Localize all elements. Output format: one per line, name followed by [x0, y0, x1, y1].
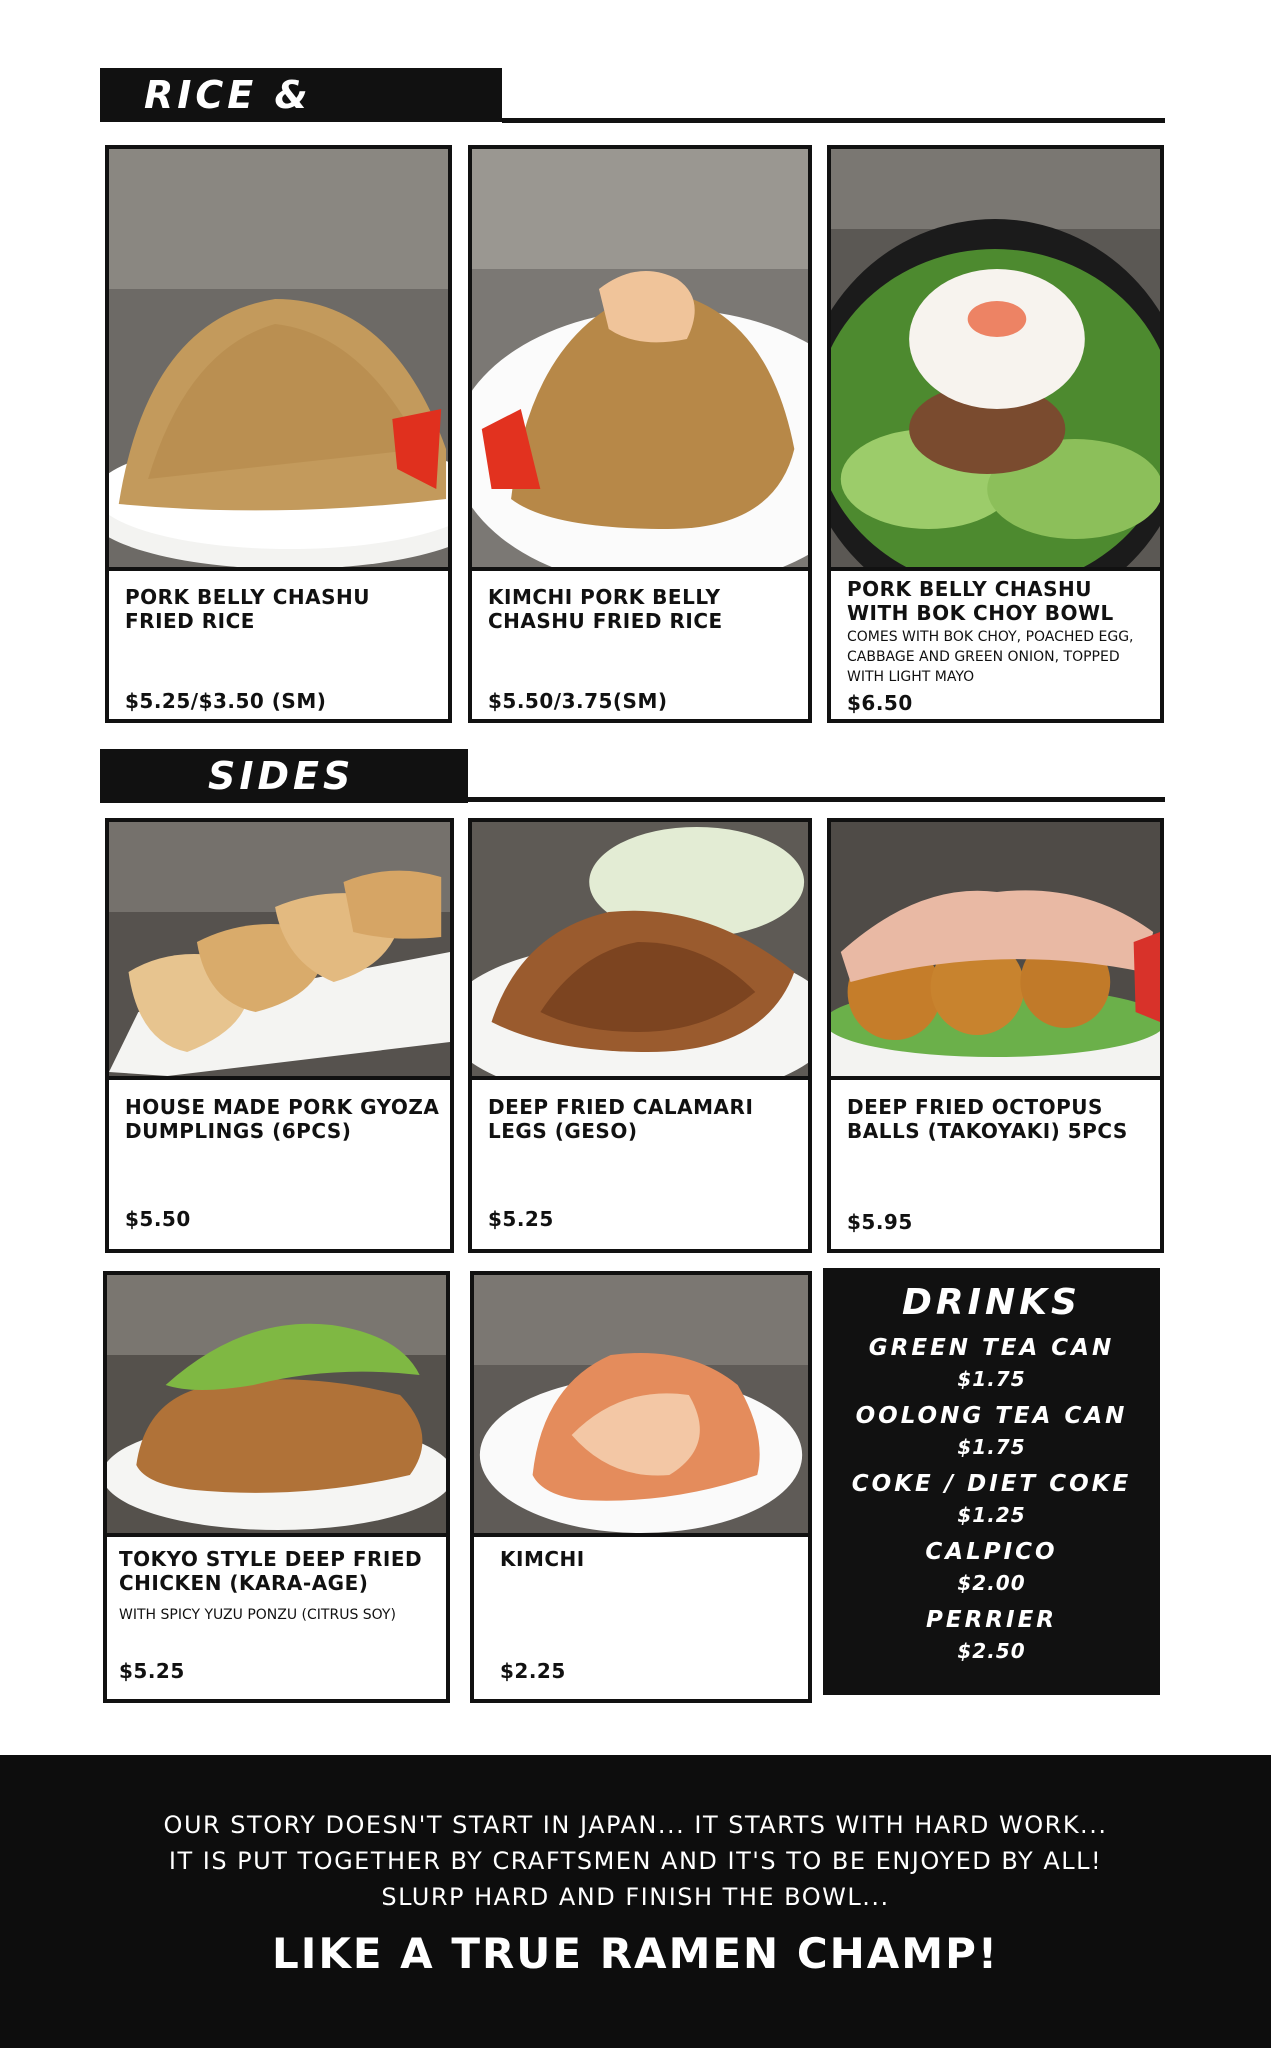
takoyaki-photo	[831, 822, 1160, 1080]
item-name: DEEP FRIED OCTOPUS BALLS (TAKOYAKI) 5PCS	[847, 1095, 1128, 1143]
drinks-title: DRINKS	[902, 1282, 1081, 1323]
footer-story-line: SLURP HARD AND FINISH THE BOWL...	[381, 1883, 890, 1911]
menu-item-kimchi	[470, 1271, 812, 1703]
sides-rule	[468, 797, 1165, 802]
sides-header	[100, 749, 1165, 803]
item-name: PORK BELLY CHASHU FRIED RICE	[125, 585, 371, 633]
drinks-panel	[823, 1268, 1160, 1695]
bok-choy-bowl-photo	[831, 149, 1160, 571]
item-price: $2.25	[500, 1659, 566, 1683]
menu-item-bok-choy-bowl	[827, 145, 1164, 723]
footer-tagline: LIKE A TRUE RAMEN CHAMP!	[271, 1929, 1000, 1978]
karaage-photo	[107, 1275, 446, 1537]
drink-name: GREEN TEA CAN	[868, 1335, 1115, 1361]
item-description: COMES WITH BOK CHOY, POACHED EGG, CABBAGE AND GREEN ONION, TOPPED WITH LIGHT MAYO	[847, 629, 1134, 685]
item-name: KIMCHI	[500, 1547, 585, 1571]
rice-bowls-header	[100, 68, 1165, 122]
sides-title: SIDES	[100, 749, 468, 803]
item-description: WITH SPICY YUZU PONZU (CITRUS SOY)	[119, 1607, 396, 1623]
menu-item-calamari	[468, 818, 812, 1253]
item-price: $6.50	[847, 691, 913, 715]
drink-name: COKE / DIET COKE	[851, 1471, 1132, 1497]
drink-item	[823, 1403, 1160, 1459]
item-price: $5.50	[125, 1207, 191, 1231]
drink-item	[823, 1471, 1160, 1527]
drink-price: $2.50	[957, 1639, 1026, 1663]
item-price: $5.25/$3.50 (SM)	[125, 689, 327, 713]
calamari-photo	[472, 822, 808, 1080]
item-name: KIMCHI PORK BELLY CHASHU FRIED RICE	[488, 585, 723, 633]
kimchi-photo	[474, 1275, 808, 1537]
menu-item-takoyaki	[827, 818, 1164, 1253]
drink-price: $1.75	[957, 1367, 1026, 1391]
item-price: $5.50/3.75(SM)	[488, 689, 668, 713]
footer-story-line: IT IS PUT TOGETHER BY CRAFTSMEN AND IT'S TO BE ENJOYED BY ALL!	[168, 1847, 1103, 1875]
drink-item	[823, 1335, 1160, 1391]
item-price: $5.95	[847, 1210, 913, 1234]
drink-price: $1.75	[957, 1435, 1026, 1459]
footer	[0, 1755, 1271, 2048]
rice-bowls-rule	[502, 118, 1165, 123]
drink-name: PERRIER	[926, 1607, 1057, 1633]
menu-item-kimchi-fried-rice	[468, 145, 812, 723]
kimchi-fried-rice-photo	[472, 149, 808, 571]
item-name: DEEP FRIED CALAMARI LEGS (GESO)	[488, 1095, 754, 1143]
item-price: $5.25	[119, 1659, 185, 1683]
drink-name: OOLONG TEA CAN	[855, 1403, 1128, 1429]
menu-item-karaage	[103, 1271, 450, 1703]
drink-price: $1.25	[957, 1503, 1026, 1527]
rice-bowls-title: RICE &	[100, 68, 502, 122]
item-price: $5.25	[488, 1207, 554, 1231]
item-name: TOKYO STYLE DEEP FRIED CHICKEN (KARA-AGE)	[119, 1547, 423, 1595]
footer-story-line: OUR STORY DOESN'T START IN JAPAN... IT STARTS WITH HARD WORK...	[163, 1811, 1108, 1839]
drink-name: CALPICO	[925, 1539, 1058, 1565]
item-name: HOUSE MADE PORK GYOZA DUMPLINGS (6PCS)	[125, 1095, 440, 1143]
drink-price: $2.00	[957, 1571, 1026, 1595]
menu-item-pork-belly-fried-rice	[105, 145, 452, 723]
drink-item	[823, 1607, 1160, 1663]
drink-item	[823, 1539, 1160, 1595]
menu-item-gyoza	[105, 818, 454, 1253]
gyoza-photo	[109, 822, 450, 1080]
fried-rice-photo	[109, 149, 448, 571]
item-name: PORK BELLY CHASHU WITH BOK CHOY BOWL	[847, 577, 1114, 625]
